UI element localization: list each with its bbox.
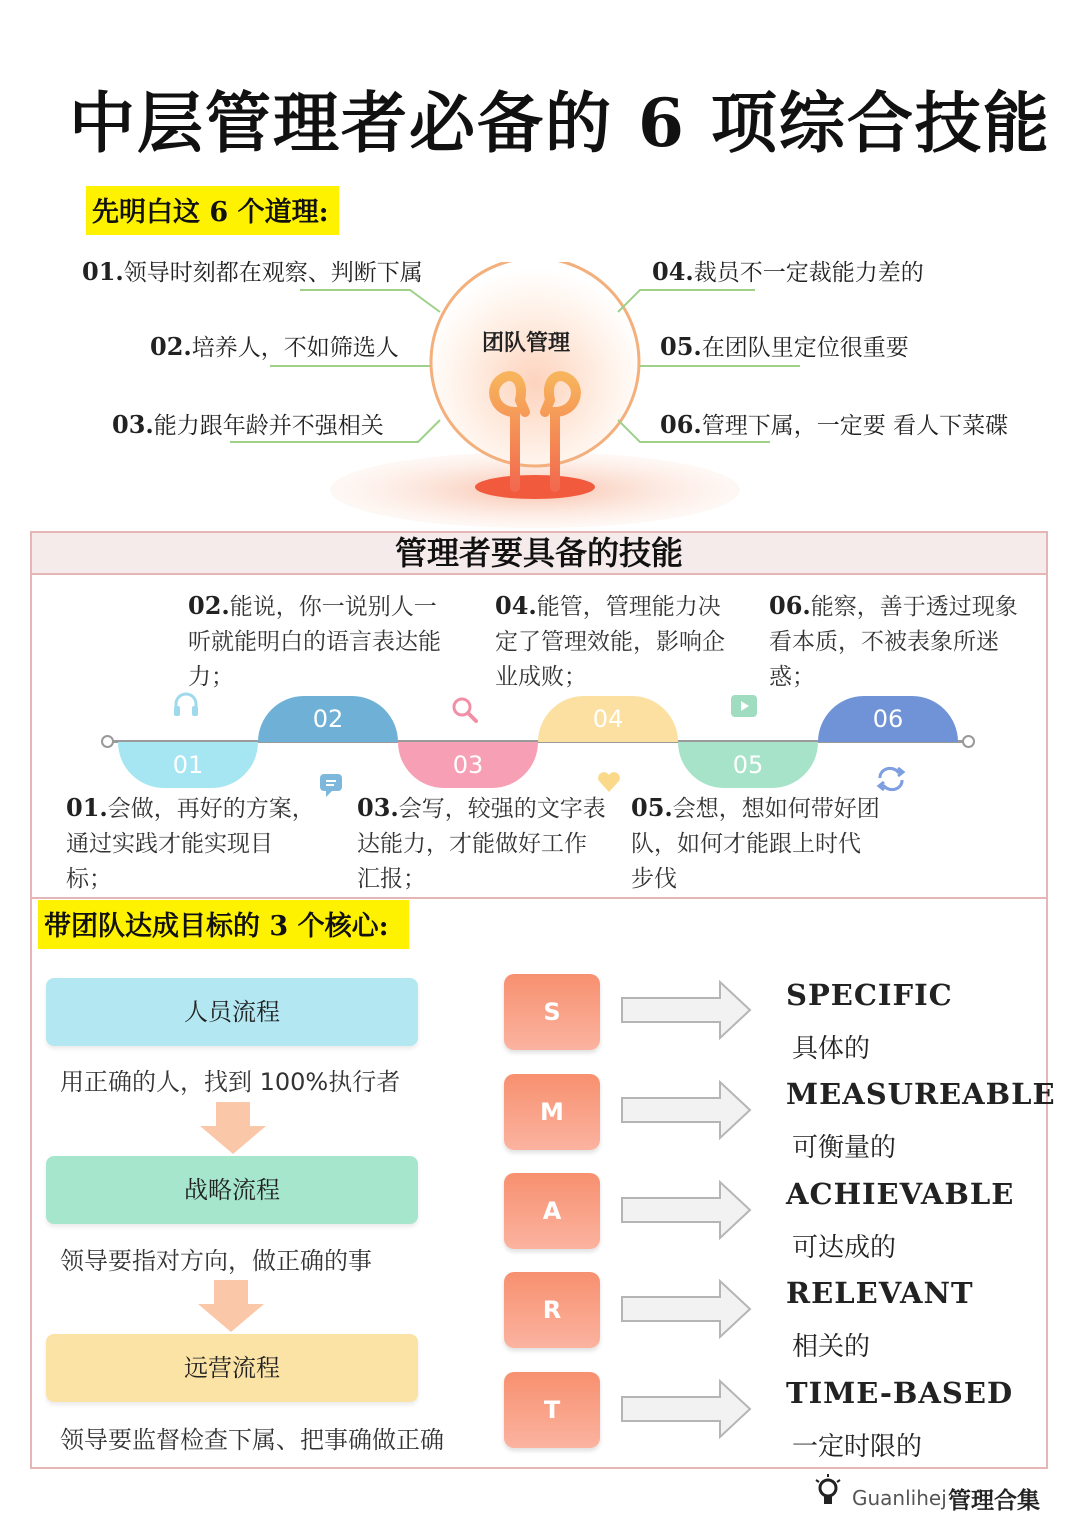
smart-letter-r: R [504, 1272, 600, 1348]
smart-word-time-based: TIME-BASED [786, 1376, 1014, 1410]
smart-cn-time-based: 一定时限的 [792, 1432, 923, 1462]
timeline-node-01: 01 [118, 742, 258, 788]
smart-arrows [620, 980, 754, 1444]
smart-cn-relevant: 相关的 [792, 1332, 871, 1362]
refresh-icon [876, 766, 906, 792]
flow-people: 人员流程 [46, 978, 418, 1046]
smart-word-measureable: MEASUREABLE [786, 1077, 1056, 1111]
play-icon [730, 694, 758, 718]
smart-letter-m: M [504, 1074, 600, 1150]
smart-cn-achievable: 可达成的 [792, 1233, 897, 1263]
arrow-right-icon [622, 982, 750, 1038]
timeline-end-dot [962, 735, 975, 748]
page-title: 中层管理者必备的 6 项综合技能 [69, 84, 1051, 162]
timeline-node-02: 02 [258, 696, 398, 742]
flow-operations: 远营流程 [46, 1334, 418, 1402]
flow-operations-desc: 领导要监督检查下属、把事确做正确 [60, 1426, 444, 1454]
section3-heading: 带团队达成目标的 3 个核心: [38, 900, 409, 949]
brand-latin: Guanlihej [852, 1486, 947, 1510]
skill-02: 02.能说，你一说别人一听就能明白的语言表达能力； [188, 591, 441, 690]
smart-letter-s: S [504, 974, 600, 1050]
skill-06: 06.能察，善于透过现象看本质，不被表象所迷惑； [769, 591, 1018, 690]
arrow-right-icon [622, 1182, 750, 1238]
arrow-right-icon [622, 1082, 750, 1138]
arrow-right-icon [622, 1281, 750, 1337]
flow-people-desc: 用正确的人，找到 100%执行者 [60, 1068, 401, 1096]
skill-05: 05.会想，想如何带好团队，如何才能跟上时代步伐 [631, 793, 880, 892]
smart-letter-a: A [504, 1173, 600, 1249]
skill-04: 04.能管，管理能力决定了管理效能，影响企业成败； [495, 591, 725, 690]
headphones-icon [172, 692, 200, 718]
tenet-02: 02.培养人，不如筛选人 [150, 332, 399, 361]
smart-word-achievable: ACHIEVABLE [786, 1177, 1015, 1211]
skill-01: 01.会做，再好的方案，通过实践才能实现目标； [66, 793, 315, 892]
skills-heading: 管理者要具备的技能 [394, 534, 683, 572]
tenet-04: 04.裁员不一定裁能力差的 [652, 257, 924, 286]
timeline-node-04: 04 [538, 696, 678, 742]
section1-heading: 先明白这 6 个道理: [86, 186, 339, 235]
message-icon [318, 772, 344, 798]
search-icon [451, 696, 479, 724]
bulb-center-label: 团队管理 [482, 331, 571, 356]
smart-cn-measureable: 可衡量的 [792, 1133, 897, 1163]
skill-03: 03.会写，较强的文字表达能力，才能做好工作汇报； [357, 793, 606, 892]
flow-strategy: 战略流程 [46, 1156, 418, 1224]
timeline-node-05: 05 [678, 742, 818, 788]
timeline-node-03: 03 [398, 742, 538, 788]
smart-letter-t: T [504, 1372, 600, 1448]
smart-word-specific: SPECIFIC [786, 978, 953, 1012]
brand-chinese: 管理合集 [948, 1487, 1040, 1514]
panel-divider [30, 897, 1048, 899]
tenet-03: 03.能力跟年龄并不强相关 [112, 410, 384, 439]
tenet-06: 06.管理下属，一定要 看人下菜碟 [660, 410, 1009, 439]
arrow-down-icon [198, 1100, 268, 1156]
arrow-down-icon [196, 1278, 266, 1334]
arrow-right-icon [622, 1381, 750, 1437]
lightbulb-logo-icon [814, 1474, 842, 1510]
smart-cn-specific: 具体的 [792, 1034, 871, 1064]
tenet-01: 01.领导时刻都在观察、判断下属 [82, 257, 423, 286]
timeline-start-dot [101, 735, 114, 748]
tenet-05: 05.在团队里定位很重要 [660, 332, 909, 361]
smart-word-relevant: RELEVANT [786, 1276, 974, 1310]
flow-strategy-desc: 领导要指对方向，做正确的事 [60, 1247, 372, 1275]
timeline-node-06: 06 [818, 696, 958, 742]
